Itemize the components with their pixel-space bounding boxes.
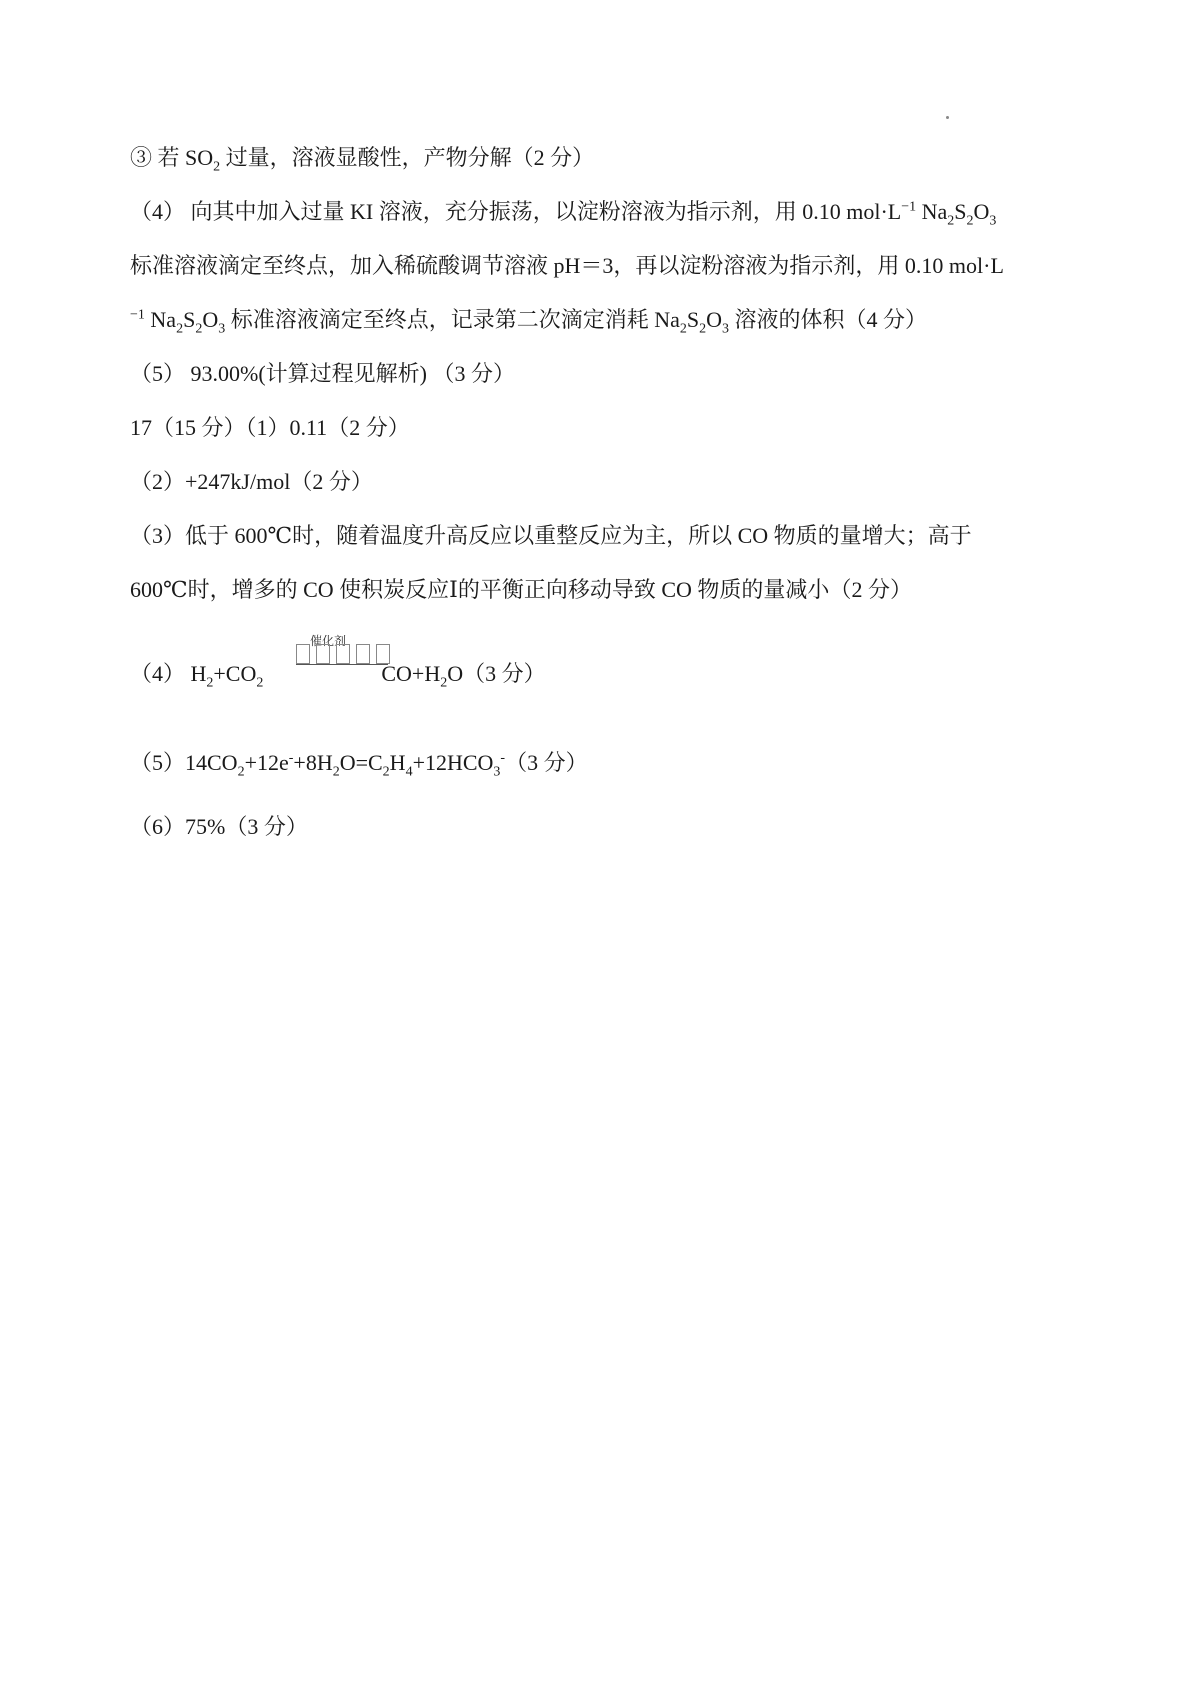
subscript: 3 [218, 321, 226, 337]
answer-line-17-3 [130, 521, 972, 551]
glyph-box [296, 644, 310, 664]
text-run: +12e [244, 750, 289, 775]
superscript: −1 [130, 307, 145, 323]
subscript: 2 [966, 213, 974, 229]
subscript: 3 [989, 213, 997, 229]
text-run: （2 分） [327, 415, 410, 440]
text-run: （5）14CO [130, 750, 238, 775]
subscript: 3 [493, 764, 501, 780]
subscript: 2 [206, 675, 214, 691]
answer-line-4-titration [130, 197, 996, 227]
text-run: 标准溶液滴定至终点，加入稀硫酸调节溶液 pH＝3，再以淀粉溶液为指示剂，用 0.10 mol·L [130, 253, 1004, 278]
text-run: 17（15 分）（1）0.11 [130, 415, 328, 440]
text-run: ③ 若 SO [130, 145, 214, 170]
subscript: 2 [195, 321, 203, 337]
answer-line-17-5-electrode [130, 748, 588, 778]
subscript: 2 [237, 764, 245, 780]
reaction-arrow [292, 634, 392, 674]
answer-line-3-so2 [130, 143, 594, 173]
superscript: - [500, 750, 506, 766]
text-run: S [183, 307, 196, 332]
text-run: （6）75% [130, 814, 226, 839]
subscript: 3 [722, 321, 729, 337]
text-run: O [973, 199, 990, 224]
text-run: O [706, 307, 722, 332]
answer-line-4-end [130, 305, 927, 335]
text-run: （3 分） [463, 661, 546, 686]
text-run: S [954, 199, 967, 224]
text-run: 600℃时，增多的 CO 使积炭反应Ⅰ的平衡正向移动导致 CO 物质的量减小 [130, 577, 830, 602]
text-run: （5） 93.00%(计算过程见解析) （3 分） [130, 361, 515, 386]
superscript: - [288, 750, 294, 766]
glyph-box [356, 644, 370, 664]
subscript: 2 [213, 159, 221, 175]
answer-line-4-continued [130, 251, 1004, 281]
text-run: （4） H [130, 661, 207, 686]
subscript: 2 [332, 764, 340, 780]
text-run: H [389, 750, 406, 775]
text-run: Na [916, 199, 948, 224]
glyph-box [376, 644, 390, 664]
subscript: 2 [176, 321, 184, 337]
subscript: 4 [405, 764, 413, 780]
text-run: （2 分） [290, 469, 373, 494]
text-run: （3 分） [225, 814, 308, 839]
superscript: −1 [901, 199, 917, 215]
missing-glyph-boxes [296, 644, 390, 664]
answer-line-17-2 [130, 467, 373, 497]
subscript: 2 [382, 764, 390, 780]
text-run: （3 分） [505, 750, 588, 775]
subscript: 2 [699, 321, 707, 337]
text-run: （4） 向其中加入过量 KI 溶液，充分振荡，以淀粉溶液为指示剂，用 0.10 mol·L [130, 199, 902, 224]
text-run: CO+H [381, 661, 441, 686]
glyph-box [316, 644, 330, 664]
arrow-line [296, 664, 388, 665]
answer-line-5-percentage [130, 359, 515, 389]
glyph-box [336, 644, 350, 664]
text-run: O [447, 661, 464, 686]
text-run: 标准溶液滴定至终点，记录第二次滴定消耗 Na [225, 307, 680, 332]
question-17-heading [130, 413, 410, 443]
subscript: 2 [256, 675, 264, 691]
text-run: S [686, 307, 700, 332]
text-run: Na [144, 307, 177, 332]
speck-mark [946, 116, 949, 119]
text-run: +8H [293, 750, 333, 775]
text-run: （2）+247kJ/mol [130, 469, 291, 494]
text-run: O [202, 307, 219, 332]
text-run: 过量，溶液显酸性，产物分解（2 分） [220, 145, 595, 170]
subscript: 2 [947, 213, 955, 229]
text-run: +CO [213, 661, 257, 686]
text-run: （2 分） [829, 577, 912, 602]
text-run: O=C [339, 750, 383, 775]
subscript: 2 [679, 321, 687, 337]
subscript: 2 [440, 675, 448, 691]
answer-line-17-3-continued [130, 575, 912, 605]
answer-line-17-6 [130, 812, 308, 842]
text-run: 溶液的体积（4 分） [729, 307, 928, 332]
text-run: （3）低于 600℃时，随着温度升高反应以重整反应为主，所以 CO 物质的量增大；高于 [130, 523, 972, 548]
catalyst-label: 催化剂 [310, 634, 347, 648]
text-run: +12HCO [412, 750, 494, 775]
